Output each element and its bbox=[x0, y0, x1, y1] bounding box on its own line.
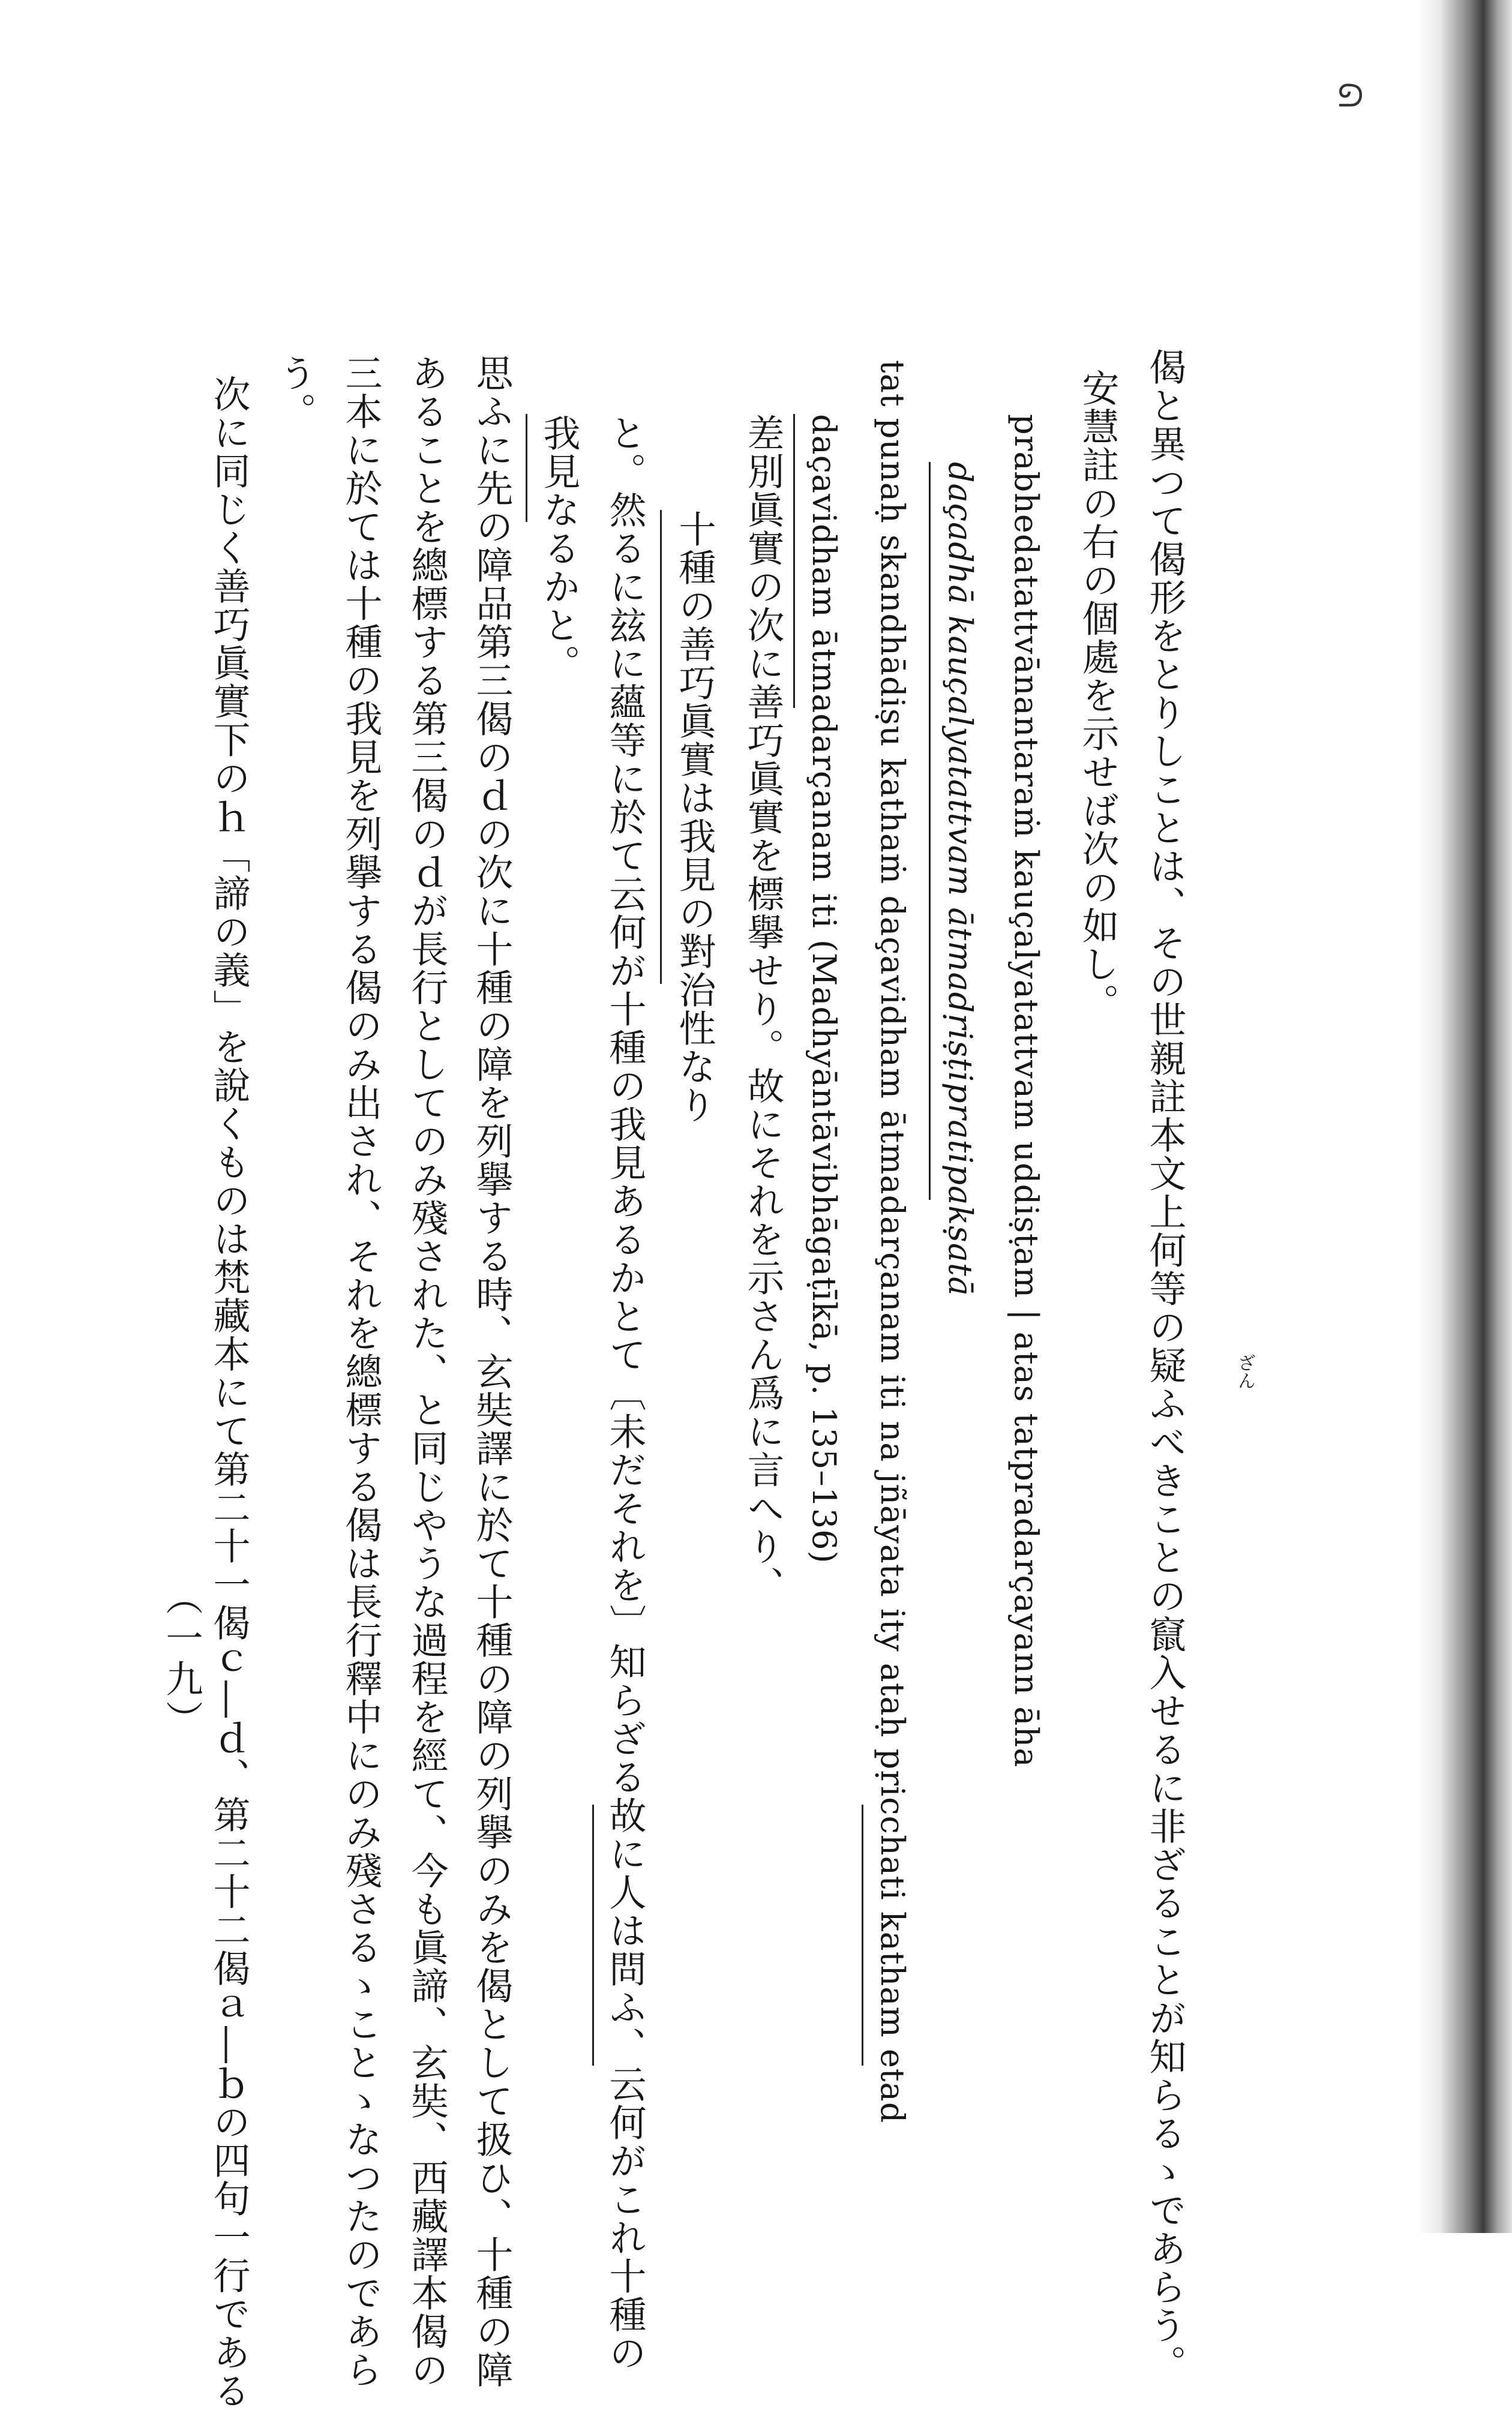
text-line-6: 思ふに先の障品第三偈のｄの次に十種の障を列擧する時、玄奘譯に於て十種の障の列擧のみを偈として扱ひ、十種の障 bbox=[470, 354, 514, 2389]
text-line-10: 次に同じく善巧眞實下のｈ「諦の義」を說くものは梵藏本にて第二十一偈ｃ―ｄ、第二十二偈ａ―ｂの四句一行である bbox=[207, 375, 251, 2410]
text-line-4: と。然るに玆に蘊等に於て云何が十種の我見あるかとて〔未だそれを〕知らざる故に人は問ふ、云何がこれ十種の bbox=[603, 414, 647, 2372]
question-underline-1 bbox=[862, 1805, 863, 2066]
text-line-9: う。 bbox=[273, 354, 317, 431]
question-underline-4 bbox=[526, 414, 527, 522]
translated-verse: 十種の善巧眞實は我見の對治性なり bbox=[673, 510, 716, 1124]
text-line-2: 安慧註の右の個處を示せば次の如し。 bbox=[1076, 369, 1120, 1022]
text-line-7: あることを總標する第三偈のｄが長行としてのみ殘された、と同じやうな過程を經て、今も眞諦、玄奘、西藏譯本偈の bbox=[405, 354, 449, 2389]
text-line-8: 三本に於ては十種の我見を列擧する偈のみ出され、それを總標する偈は長行釋中にのみ殘さるゝことゝなつたのであら bbox=[339, 354, 383, 2389]
corner-mark: ᘏ bbox=[1331, 82, 1367, 109]
binding-shadow bbox=[1416, 0, 1512, 2233]
question-underline-3 bbox=[592, 1805, 594, 2066]
text-line-3: 差別眞實の次に善巧眞實を標擧せり。故にそれを示さん爲に言へり、 bbox=[741, 414, 785, 1604]
ruby-annotation: ざん bbox=[1234, 1353, 1255, 1389]
question-underline-2 bbox=[793, 414, 795, 708]
verse-underline bbox=[929, 462, 931, 1200]
sanskrit-line-2: tat punaḥ skandhādiṣu kathaṁ daçavidham ātmadarçanam iti na jñāyata ity ataḥ pṛicchati katham etad bbox=[874, 360, 911, 2124]
sanskrit-line-3: daçavidham ātmadarçanam iti (Madhyāntāvibhāgaṭīkā, p. 135–136) bbox=[805, 414, 843, 1564]
text-line-5: 我見なるかと。 bbox=[537, 414, 581, 683]
translated-verse-underline bbox=[660, 510, 662, 984]
sanskrit-verse: daçadhā kauçalyatattvam ātmadṛiṣṭipratipakṣatā bbox=[941, 462, 979, 1296]
sanskrit-line-1: prabhedatattvānantaraṁ kauçalyatattvam uddiṣṭam | atas tatpradarçayann āha bbox=[1007, 414, 1045, 1768]
text-line-1: 偈と異つて偈形をとりしことは、その世親註本文上何等の疑ふべきことの竄入せるに非ざることが知らるゝであらう。 bbox=[1143, 348, 1187, 2383]
page-number: （一九） bbox=[160, 1578, 203, 1741]
